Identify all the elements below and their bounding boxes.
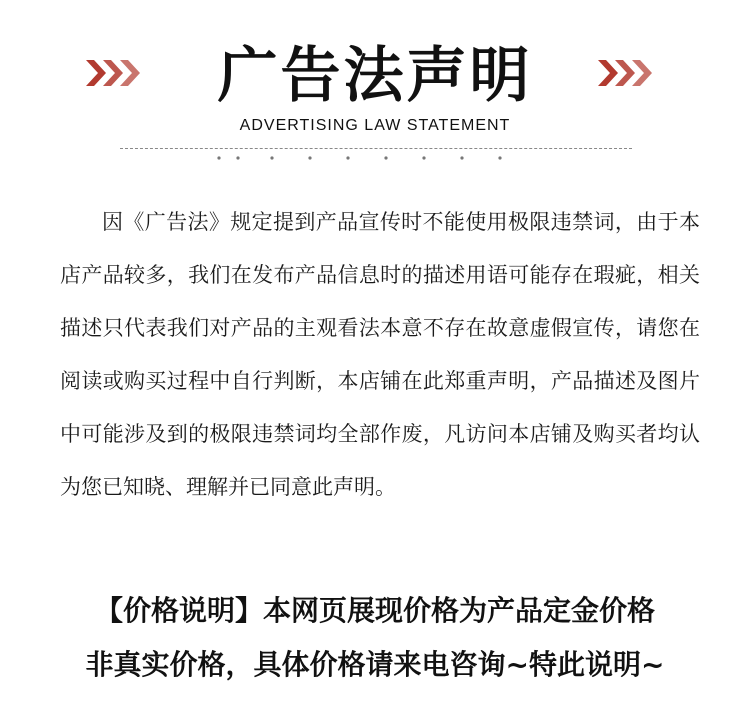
page-title: 广告法声明 bbox=[217, 41, 533, 111]
dot-divider bbox=[216, 155, 526, 161]
statement-text bbox=[60, 196, 700, 514]
triple-chevron-right-icon bbox=[598, 56, 658, 90]
price-note-line: 【价格说明】本网页展现价格为产品定金价格 bbox=[94, 594, 655, 627]
price-note bbox=[0, 584, 750, 692]
statement-paragraph: 因《广告法》规定提到产品宣传时不能使用极限违禁词，由于本店产品较多，我们在发布产品信息时的描述用语可能存在瑕疵，相关描述只代表我们对产品的主观看法本意不存在故意虚假宣传，请您在阅读或购买过程中自行判断，本店铺在此郑重声明，产品描述及图片中可能涉及到的极限违禁词均全部作废，凡访问本店铺及购买者均认为您已知晓、理解并已同意此声明。 bbox=[60, 210, 700, 499]
subtitle: ADVERTISING LAW STATEMENT bbox=[239, 117, 511, 134]
header bbox=[0, 30, 750, 120]
price-note-line: 非真实价格，具体价格请来电咨询~特此说明~ bbox=[85, 648, 665, 681]
divider bbox=[120, 148, 632, 149]
